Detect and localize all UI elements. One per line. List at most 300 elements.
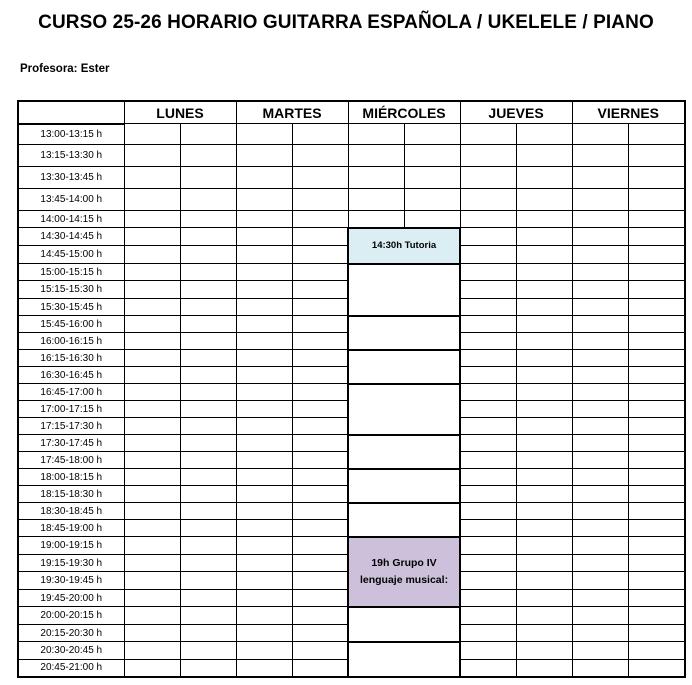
schedule-cell <box>236 520 292 537</box>
schedule-body <box>18 124 685 677</box>
schedule-cell <box>460 590 516 607</box>
schedule-cell <box>292 486 348 503</box>
schedule-cell <box>572 350 628 367</box>
schedule-cell <box>180 367 236 384</box>
time-slot-label: 14:45-15:00 h <box>18 246 124 264</box>
schedule-cell <box>516 520 572 537</box>
schedule-cell <box>180 299 236 316</box>
time-slot-label: 13:15-13:30 h <box>18 145 124 167</box>
time-slot-label: 18:30-18:45 h <box>18 503 124 520</box>
schedule-cell <box>236 211 292 228</box>
schedule-cell <box>180 537 236 555</box>
schedule-cell <box>404 211 460 228</box>
schedule-cell <box>236 281 292 299</box>
schedule-cell <box>236 145 292 167</box>
empty-block <box>348 435 460 469</box>
table-row <box>18 642 685 660</box>
schedule-cell <box>236 486 292 503</box>
schedule-cell <box>572 145 628 167</box>
grupo-block-line2: lenguaje musical: <box>359 573 449 586</box>
schedule-cell <box>460 384 516 401</box>
schedule-cell <box>572 189 628 211</box>
schedule-cell <box>124 418 180 435</box>
schedule-cell <box>460 167 516 189</box>
schedule-cell <box>292 555 348 572</box>
teacher-name: Profesora: Ester <box>20 63 110 75</box>
schedule-cell <box>628 555 685 572</box>
table-row <box>18 350 685 367</box>
schedule-cell <box>180 520 236 537</box>
schedule-cell <box>628 145 685 167</box>
schedule-cell <box>292 625 348 642</box>
empty-block <box>348 642 460 677</box>
table-row <box>18 145 685 167</box>
schedule-cell <box>628 642 685 660</box>
schedule-cell <box>628 435 685 452</box>
schedule-cell <box>572 299 628 316</box>
schedule-cell <box>460 503 516 520</box>
time-slot-label: 16:45-17:00 h <box>18 384 124 401</box>
schedule-cell <box>516 350 572 367</box>
schedule-cell <box>292 367 348 384</box>
schedule-cell <box>460 350 516 367</box>
schedule-cell <box>460 281 516 299</box>
schedule-cell <box>516 642 572 660</box>
schedule-cell <box>236 537 292 555</box>
schedule-cell <box>236 167 292 189</box>
schedule-cell <box>236 555 292 572</box>
schedule-cell <box>628 452 685 469</box>
schedule-cell <box>236 625 292 642</box>
schedule-cell <box>460 572 516 590</box>
schedule-table <box>17 100 686 678</box>
time-slot-label: 18:15-18:30 h <box>18 486 124 503</box>
schedule-cell <box>124 246 180 264</box>
schedule-cell <box>628 607 685 625</box>
time-slot-label: 15:15-15:30 h <box>18 281 124 299</box>
schedule-cell <box>124 625 180 642</box>
schedule-cell <box>236 660 292 677</box>
empty-block <box>348 384 460 435</box>
empty-block <box>348 503 460 537</box>
schedule-cell <box>180 350 236 367</box>
schedule-cell <box>460 189 516 211</box>
schedule-cell <box>628 211 685 228</box>
schedule-cell <box>236 469 292 486</box>
schedule-cell <box>516 435 572 452</box>
schedule-cell <box>628 520 685 537</box>
schedule-cell <box>180 384 236 401</box>
schedule-cell <box>180 555 236 572</box>
schedule-cell <box>628 486 685 503</box>
table-row <box>18 167 685 189</box>
schedule-cell <box>124 264 180 281</box>
schedule-cell <box>572 520 628 537</box>
schedule-cell <box>460 625 516 642</box>
schedule-cell <box>460 316 516 333</box>
schedule-cell <box>236 401 292 418</box>
time-slot-label: 19:15-19:30 h <box>18 555 124 572</box>
schedule-cell <box>180 590 236 607</box>
schedule-cell <box>572 572 628 590</box>
time-slot-label: 15:30-15:45 h <box>18 299 124 316</box>
schedule-cell <box>460 486 516 503</box>
day-header-miercoles: MIÉRCOLES <box>348 101 460 124</box>
schedule-cell <box>516 228 572 246</box>
grupo-block-line1: 19h Grupo IV <box>371 556 437 569</box>
schedule-cell <box>236 590 292 607</box>
schedule-cell <box>292 537 348 555</box>
schedule-cell <box>572 228 628 246</box>
schedule-cell <box>460 145 516 167</box>
schedule-cell <box>292 246 348 264</box>
schedule-cell <box>572 264 628 281</box>
schedule-cell <box>572 246 628 264</box>
schedule-cell <box>124 642 180 660</box>
schedule-cell <box>628 590 685 607</box>
schedule-cell <box>348 167 404 189</box>
schedule-cell <box>628 660 685 677</box>
schedule-cell <box>460 435 516 452</box>
schedule-cell <box>460 555 516 572</box>
empty-block <box>348 316 460 350</box>
table-row <box>18 124 685 145</box>
schedule-cell <box>180 435 236 452</box>
time-slot-label: 20:45-21:00 h <box>18 660 124 677</box>
time-slot-label: 15:00-15:15 h <box>18 264 124 281</box>
schedule-cell <box>460 537 516 555</box>
schedule-cell <box>572 316 628 333</box>
time-slot-label: 16:15-16:30 h <box>18 350 124 367</box>
schedule-cell <box>516 211 572 228</box>
schedule-cell <box>628 264 685 281</box>
schedule-cell <box>516 486 572 503</box>
schedule-cell <box>516 537 572 555</box>
time-slot-label: 19:30-19:45 h <box>18 572 124 590</box>
schedule-cell <box>124 435 180 452</box>
schedule-cell <box>292 418 348 435</box>
schedule-cell <box>236 435 292 452</box>
time-slot-label: 19:00-19:15 h <box>18 537 124 555</box>
schedule-cell <box>572 469 628 486</box>
schedule-cell <box>124 350 180 367</box>
time-slot-label: 16:00-16:15 h <box>18 333 124 350</box>
schedule-cell <box>516 572 572 590</box>
schedule-cell <box>404 124 460 145</box>
time-slot-label: 20:30-20:45 h <box>18 642 124 660</box>
schedule-cell <box>516 246 572 264</box>
schedule-cell <box>572 281 628 299</box>
schedule-cell <box>292 452 348 469</box>
schedule-cell <box>124 607 180 625</box>
schedule-cell <box>628 333 685 350</box>
schedule-cell <box>292 228 348 246</box>
schedule-cell <box>124 572 180 590</box>
day-header-martes: MARTES <box>236 101 348 124</box>
schedule-cell <box>404 167 460 189</box>
schedule-cell <box>628 228 685 246</box>
schedule-cell <box>292 469 348 486</box>
table-row <box>18 503 685 520</box>
table-row <box>18 189 685 211</box>
schedule-cell <box>404 145 460 167</box>
schedule-cell <box>124 228 180 246</box>
schedule-cell <box>516 333 572 350</box>
schedule-cell <box>180 607 236 625</box>
schedule-cell <box>460 401 516 418</box>
schedule-cell <box>572 124 628 145</box>
schedule-cell <box>628 384 685 401</box>
schedule-cell <box>124 167 180 189</box>
schedule-cell <box>124 189 180 211</box>
schedule-cell <box>292 124 348 145</box>
schedule-cell <box>348 189 404 211</box>
schedule-cell <box>180 246 236 264</box>
schedule-cell <box>460 520 516 537</box>
schedule-cell <box>236 418 292 435</box>
schedule-cell <box>124 124 180 145</box>
schedule-cell <box>516 316 572 333</box>
schedule-cell <box>292 520 348 537</box>
schedule-cell <box>572 607 628 625</box>
schedule-cell <box>292 189 348 211</box>
schedule-cell <box>516 281 572 299</box>
schedule-cell <box>180 572 236 590</box>
time-slot-label: 17:45-18:00 h <box>18 452 124 469</box>
schedule-cell <box>628 572 685 590</box>
time-slot-label: 13:00-13:15 h <box>18 124 124 145</box>
table-row <box>18 211 685 228</box>
schedule-cell <box>628 418 685 435</box>
empty-block <box>348 607 460 642</box>
schedule-cell <box>124 503 180 520</box>
schedule-cell <box>516 625 572 642</box>
schedule-cell <box>124 281 180 299</box>
schedule-cell <box>572 452 628 469</box>
day-header-jueves: JUEVES <box>460 101 572 124</box>
schedule-cell <box>292 316 348 333</box>
time-slot-label: 20:15-20:30 h <box>18 625 124 642</box>
schedule-cell <box>236 452 292 469</box>
time-slot-label: 18:00-18:15 h <box>18 469 124 486</box>
schedule-cell <box>460 246 516 264</box>
schedule-cell <box>572 625 628 642</box>
schedule-cell <box>180 642 236 660</box>
schedule-cell <box>124 520 180 537</box>
schedule-cell <box>572 555 628 572</box>
schedule-cell <box>236 607 292 625</box>
schedule-cell <box>180 486 236 503</box>
schedule-cell <box>292 264 348 281</box>
time-slot-label: 16:30-16:45 h <box>18 367 124 384</box>
schedule-cell <box>236 189 292 211</box>
schedule-cell <box>572 367 628 384</box>
schedule-cell <box>236 503 292 520</box>
schedule-cell <box>180 469 236 486</box>
schedule-cell <box>180 660 236 677</box>
schedule-cell <box>124 384 180 401</box>
schedule-cell <box>236 350 292 367</box>
schedule-cell <box>180 228 236 246</box>
schedule-cell <box>516 384 572 401</box>
schedule-cell <box>516 145 572 167</box>
schedule-cell <box>124 145 180 167</box>
schedule-cell <box>404 189 460 211</box>
schedule-cell <box>180 189 236 211</box>
schedule-cell <box>292 350 348 367</box>
time-slot-label: 17:30-17:45 h <box>18 435 124 452</box>
schedule-cell <box>628 299 685 316</box>
schedule-cell <box>516 401 572 418</box>
schedule-cell <box>628 246 685 264</box>
schedule-cell <box>236 367 292 384</box>
schedule-cell <box>124 452 180 469</box>
time-slot-label: 18:45-19:00 h <box>18 520 124 537</box>
schedule-cell <box>180 211 236 228</box>
schedule-cell <box>460 264 516 281</box>
schedule-cell <box>236 264 292 281</box>
schedule-cell <box>180 625 236 642</box>
time-slot-label: 17:15-17:30 h <box>18 418 124 435</box>
schedule-cell <box>460 452 516 469</box>
schedule-cell <box>460 211 516 228</box>
schedule-cell <box>124 367 180 384</box>
time-slot-label: 13:30-13:45 h <box>18 167 124 189</box>
schedule-cell <box>572 435 628 452</box>
schedule-cell <box>124 401 180 418</box>
schedule-cell <box>628 316 685 333</box>
schedule-cell <box>572 333 628 350</box>
schedule-cell <box>180 167 236 189</box>
schedule-cell <box>516 167 572 189</box>
schedule-cell <box>572 167 628 189</box>
schedule-cell <box>572 211 628 228</box>
schedule-cell <box>572 401 628 418</box>
schedule-cell <box>460 228 516 246</box>
schedule-cell <box>292 145 348 167</box>
empty-block <box>348 350 460 384</box>
schedule-cell <box>628 625 685 642</box>
schedule-cell <box>124 299 180 316</box>
schedule-cell <box>124 660 180 677</box>
schedule-cell <box>292 333 348 350</box>
schedule-cell <box>628 503 685 520</box>
table-row <box>18 469 685 486</box>
schedule-cell <box>516 124 572 145</box>
time-slot-label: 19:45-20:00 h <box>18 590 124 607</box>
schedule-cell <box>460 660 516 677</box>
table-row <box>18 228 685 246</box>
schedule-cell <box>628 281 685 299</box>
schedule-cell <box>572 486 628 503</box>
schedule-cell <box>292 503 348 520</box>
schedule-cell <box>124 333 180 350</box>
schedule-cell <box>124 590 180 607</box>
schedule-cell <box>460 333 516 350</box>
schedule-cell <box>124 486 180 503</box>
schedule-cell <box>628 401 685 418</box>
schedule-cell <box>460 418 516 435</box>
schedule-cell <box>292 167 348 189</box>
time-slot-label: 13:45-14:00 h <box>18 189 124 211</box>
schedule-cell <box>292 435 348 452</box>
schedule-cell <box>124 537 180 555</box>
schedule-cell <box>124 211 180 228</box>
schedule-cell <box>516 452 572 469</box>
schedule-cell <box>292 660 348 677</box>
schedule-cell <box>460 124 516 145</box>
schedule-cell <box>516 418 572 435</box>
schedule-cell <box>572 384 628 401</box>
schedule-cell <box>180 401 236 418</box>
schedule-cell <box>292 607 348 625</box>
schedule-cell <box>516 264 572 281</box>
schedule-cell <box>516 660 572 677</box>
schedule-cell <box>180 264 236 281</box>
schedule-cell <box>628 124 685 145</box>
table-row <box>18 316 685 333</box>
schedule-cell <box>236 228 292 246</box>
schedule-cell <box>180 503 236 520</box>
corner-cell <box>18 101 124 124</box>
schedule-cell <box>236 124 292 145</box>
schedule-cell <box>516 367 572 384</box>
schedule-cell <box>572 503 628 520</box>
empty-block <box>348 264 460 316</box>
schedule-cell <box>348 145 404 167</box>
schedule-cell <box>292 572 348 590</box>
schedule-cell <box>460 299 516 316</box>
schedule-cell <box>460 642 516 660</box>
header-row <box>18 101 685 124</box>
schedule-cell <box>572 418 628 435</box>
schedule-cell <box>236 572 292 590</box>
day-header-viernes: VIERNES <box>572 101 685 124</box>
schedule-cell <box>236 246 292 264</box>
schedule-cell <box>628 537 685 555</box>
schedule-cell <box>292 642 348 660</box>
schedule-cell <box>292 299 348 316</box>
schedule-cell <box>292 384 348 401</box>
schedule-cell <box>628 350 685 367</box>
schedule-cell <box>180 281 236 299</box>
schedule-cell <box>516 503 572 520</box>
schedule-cell <box>572 642 628 660</box>
page-title: CURSO 25-26 HORARIO GUITARRA ESPAÑOLA / UKELELE / PIANO <box>38 12 654 33</box>
schedule-cell <box>236 299 292 316</box>
schedule-cell <box>516 189 572 211</box>
schedule-cell <box>516 590 572 607</box>
schedule-cell <box>628 367 685 384</box>
schedule-cell <box>628 469 685 486</box>
schedule-cell <box>292 211 348 228</box>
table-row <box>18 537 685 555</box>
table-row <box>18 607 685 625</box>
day-header-lunes: LUNES <box>124 101 236 124</box>
time-slot-label: 20:00-20:15 h <box>18 607 124 625</box>
schedule-cell <box>516 299 572 316</box>
grupo-block <box>348 537 460 607</box>
schedule-cell <box>572 660 628 677</box>
empty-block <box>348 469 460 503</box>
schedule-cell <box>236 384 292 401</box>
table-row <box>18 264 685 281</box>
schedule-cell <box>516 555 572 572</box>
schedule-cell <box>460 607 516 625</box>
schedule-cell <box>124 555 180 572</box>
schedule-cell <box>516 607 572 625</box>
schedule-cell <box>460 469 516 486</box>
